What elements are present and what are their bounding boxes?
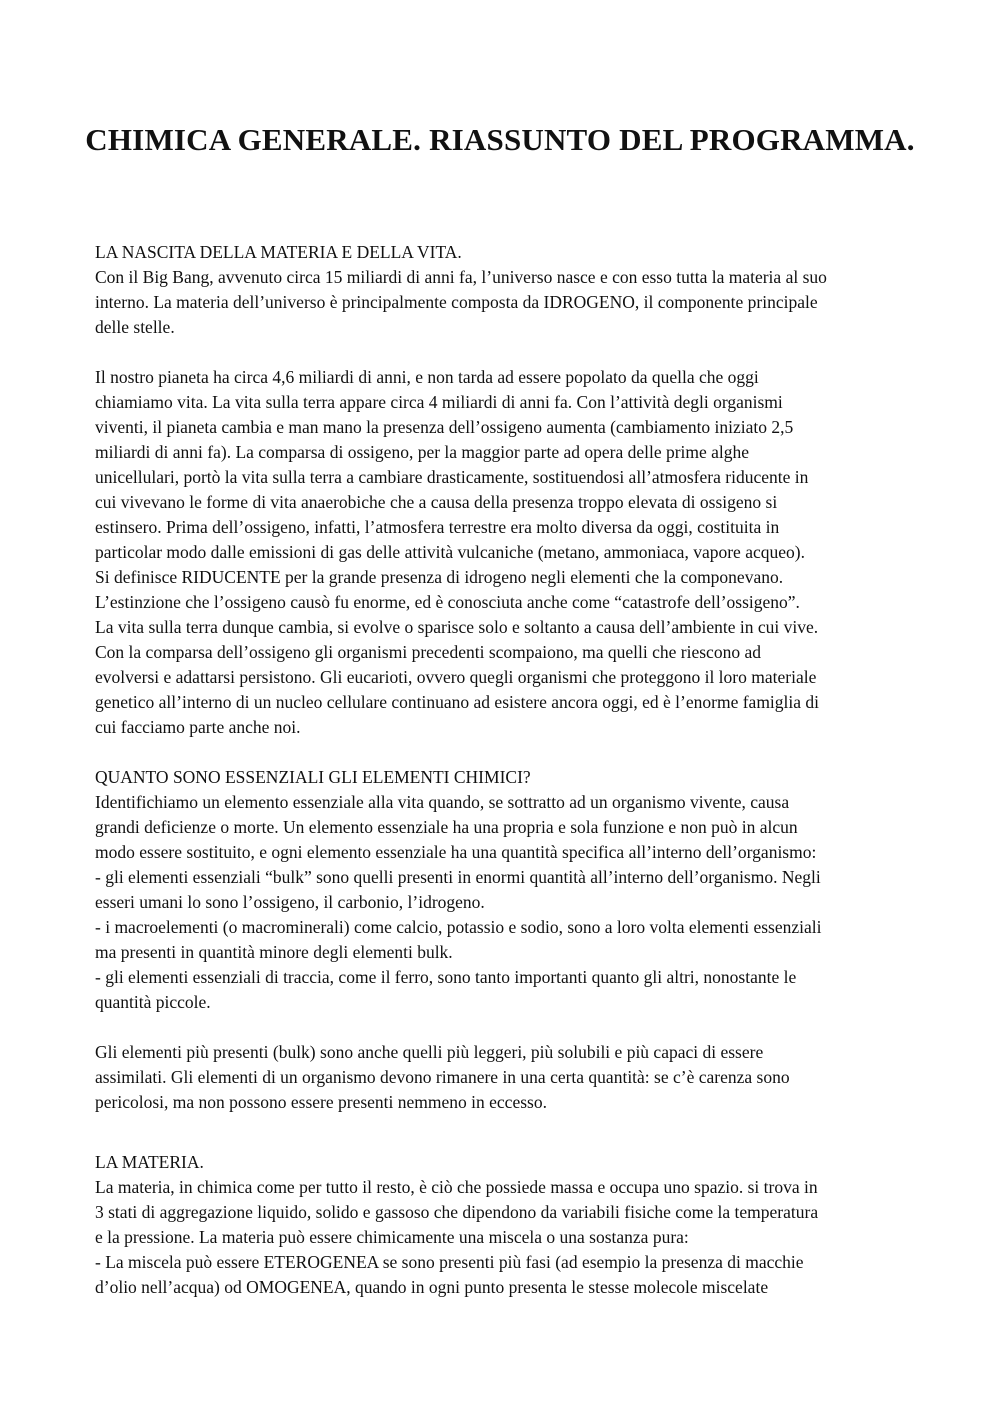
list-item-line: - gli elementi essenziali di traccia, come il ferro, sono tanto importanti quanto gli altri, nonostante le bbox=[95, 967, 797, 987]
list-item-line: - La miscela può essere ETEROGENEA se sono presenti più fasi (ad esempio la presenza di macchie bbox=[95, 1252, 804, 1272]
paragraph-line: La materia, in chimica come per tutto il resto, è ciò che possiede massa e occupa uno spazio. si trova in bbox=[95, 1177, 818, 1197]
section-heading-elementi: QUANTO SONO ESSENZIALI GLI ELEMENTI CHIMICI? bbox=[95, 767, 531, 787]
paragraph-line: cui facciamo parte anche noi. bbox=[95, 717, 301, 737]
section-heading-materia: LA MATERIA. bbox=[95, 1152, 204, 1172]
list-item-line: - i macroelementi (o macrominerali) come calcio, potassio e sodio, sono a loro volta elementi essenziali bbox=[95, 917, 822, 937]
section-heading-nascita: LA NASCITA DELLA MATERIA E DELLA VITA. bbox=[95, 242, 462, 262]
list-item-line: quantità piccole. bbox=[95, 992, 211, 1012]
paragraph-line: interno. La materia dell’universo è principalmente composta da IDROGENO, il componente principale bbox=[95, 292, 818, 312]
paragraph-line: 3 stati di aggregazione liquido, solido e gassoso che dipendono da variabili fisiche come la temperatura bbox=[95, 1202, 819, 1222]
paragraph-line: Si definisce RIDUCENTE per la grande presenza di idrogeno negli elementi che la componevano. bbox=[95, 567, 784, 587]
paragraph-line: Identifichiamo un elemento essenziale alla vita quando, se sottratto ad un organismo vivente, causa bbox=[95, 792, 790, 812]
paragraph-line: La vita sulla terra dunque cambia, si evolve o sparisce solo e soltanto a causa dell’ambiente in cui vive. bbox=[95, 617, 819, 637]
paragraph-gap bbox=[95, 1015, 915, 1040]
list-item-line: ma presenti in quantità minore degli elementi bulk. bbox=[95, 942, 453, 962]
paragraph-line: Gli elementi più presenti (bulk) sono anche quelli più leggeri, più solubili e più capaci di essere bbox=[95, 1042, 764, 1062]
section-gap bbox=[95, 1115, 915, 1150]
list-item-line: - gli elementi essenziali “bulk” sono quelli presenti in enormi quantità all’interno dell’organismo. Negli bbox=[95, 867, 821, 887]
paragraph-line: miliardi di anni fa). La comparsa di ossigeno, per la maggior parte ad opera delle prime alghe bbox=[95, 442, 750, 462]
document-body bbox=[95, 240, 915, 1300]
paragraph-line: assimilati. Gli elementi di un organismo devono rimanere in una certa quantità: se c’è carenza sono bbox=[95, 1067, 790, 1087]
list-item-line: d’olio nell’acqua) od OMOGENEA, quando in ogni punto presenta le stesse molecole miscelate bbox=[95, 1277, 769, 1297]
paragraph-line: Con la comparsa dell’ossigeno gli organismi precedenti scompaiono, ma quelli che riescono ad bbox=[95, 642, 761, 662]
paragraph-line: viventi, il pianeta cambia e man mano la presenza dell’ossigeno aumenta (cambiamento iniziato 2,5 bbox=[95, 417, 794, 437]
paragraph-line: Con il Big Bang, avvenuto circa 15 miliardi di anni fa, l’universo nasce e con esso tutta la materia al suo bbox=[95, 267, 827, 287]
paragraph-line: L’estinzione che l’ossigeno causò fu enorme, ed è conosciuta anche come “catastrofe dell’ossigeno”. bbox=[95, 592, 800, 612]
paragraph-line: modo essere sostituito, e ogni elemento essenziale ha una quantità specifica all’interno dell’organismo: bbox=[95, 842, 817, 862]
paragraph-line: Il nostro pianeta ha circa 4,6 miliardi di anni, e non tarda ad essere popolato da quella che oggi bbox=[95, 367, 759, 387]
paragraph-line: delle stelle. bbox=[95, 317, 175, 337]
document-title: CHIMICA GENERALE. RIASSUNTO DEL PROGRAMMA. bbox=[85, 122, 915, 157]
paragraph-gap bbox=[95, 340, 915, 365]
paragraph-line: unicellulari, portò la vita sulla terra a cambiare drasticamente, sostituendosi all’atmosfera riducente in bbox=[95, 467, 809, 487]
paragraph-line: genetico all’interno di un nucleo cellulare continuano ad esistere ancora oggi, ed è l’enorme famiglia di bbox=[95, 692, 820, 712]
paragraph-line: chiamiamo vita. La vita sulla terra appare circa 4 miliardi di anni fa. Con l’attività degli organismi bbox=[95, 392, 783, 412]
paragraph-line: particolar modo dalle emissioni di gas delle attività vulcaniche (metano, ammoniaca, vapore acqueo). bbox=[95, 542, 805, 562]
paragraph-line: estinsero. Prima dell’ossigeno, infatti, l’atmosfera terrestre era molto diversa da oggi, costituita in bbox=[95, 517, 780, 537]
paragraph-line: evolversi e adattarsi persistono. Gli eucarioti, ovvero quegli organismi che proteggono il loro materiale bbox=[95, 667, 817, 687]
paragraph-line: cui vivevano le forme di vita anaerobiche che a causa della presenza troppo elevata di ossigeno si bbox=[95, 492, 778, 512]
paragraph-line: pericolosi, ma non possono essere presenti nemmeno in eccesso. bbox=[95, 1092, 547, 1112]
paragraph-gap bbox=[95, 740, 915, 765]
list-item-line: esseri umani lo sono l’ossigeno, il carbonio, l’idrogeno. bbox=[95, 892, 485, 912]
paragraph-line: grandi deficienze o morte. Un elemento essenziale ha una propria e sola funzione e non può in alcun bbox=[95, 817, 798, 837]
paragraph-line: e la pressione. La materia può essere chimicamente una miscela o una sostanza pura: bbox=[95, 1227, 689, 1247]
